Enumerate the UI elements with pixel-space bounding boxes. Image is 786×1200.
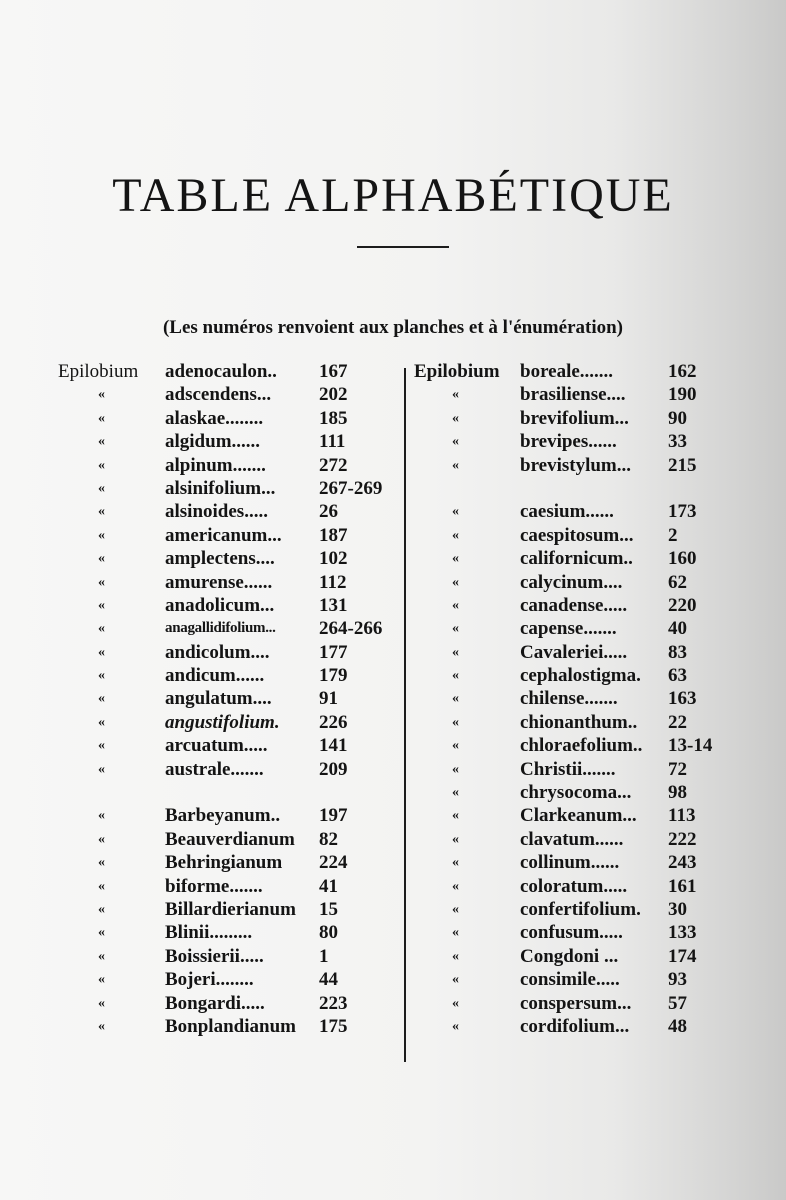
genus-label: Epilobium xyxy=(58,361,139,382)
index-entry xyxy=(406,407,786,430)
species-name: caesium...... xyxy=(520,501,614,523)
right-column xyxy=(406,360,786,1038)
ditto-mark: « xyxy=(452,831,459,847)
ditto-mark: « xyxy=(98,972,105,988)
plate-number: 264-266 xyxy=(319,618,383,640)
species-name: chrysocoma... xyxy=(520,782,632,804)
index-entry xyxy=(0,430,400,453)
species-name: consimile..... xyxy=(520,969,620,991)
species-name: coloratum..... xyxy=(520,875,628,897)
plate-number: 57 xyxy=(668,992,687,1014)
ditto-mark: « xyxy=(98,597,105,613)
plate-number: 62 xyxy=(668,571,687,593)
plate-number: 1 xyxy=(319,945,329,967)
species-name: Clarkeanum... xyxy=(520,805,637,827)
species-name: chionanthum.. xyxy=(520,711,638,733)
species-name: Boissierii..... xyxy=(165,945,264,967)
index-entry xyxy=(406,804,786,827)
species-name: Blinii......... xyxy=(165,922,253,944)
index-entry xyxy=(406,968,786,991)
species-name: algidum...... xyxy=(165,431,261,453)
index-entry xyxy=(0,594,400,617)
species-name: conspersum... xyxy=(520,992,632,1014)
plate-number: 160 xyxy=(668,548,697,570)
ditto-mark: « xyxy=(452,855,459,871)
species-name: clavatum...... xyxy=(520,828,624,850)
plate-number: 162 xyxy=(668,361,697,382)
index-entry xyxy=(406,921,786,944)
plate-number: 44 xyxy=(319,969,338,991)
species-name: arcuatum..... xyxy=(165,735,268,757)
index-entry xyxy=(406,617,786,640)
index-entry xyxy=(0,500,400,523)
index-entry xyxy=(0,758,400,781)
ditto-mark: « xyxy=(98,504,105,520)
index-entry xyxy=(406,758,786,781)
ditto-mark: « xyxy=(452,785,459,801)
species-name: alsinoides..... xyxy=(165,501,268,523)
species-name: amplectens.... xyxy=(165,548,275,570)
plate-number: 80 xyxy=(319,922,338,944)
blank-row xyxy=(0,781,400,804)
plate-number: 222 xyxy=(668,828,697,850)
index-entry xyxy=(406,734,786,757)
index-entry xyxy=(0,687,400,710)
species-name: australe....... xyxy=(165,758,264,780)
species-name: Beauverdianum xyxy=(165,828,295,850)
index-entry xyxy=(0,571,400,594)
species-name: californicum.. xyxy=(520,548,633,570)
ditto-mark: « xyxy=(452,948,459,964)
species-name: angustifolium. xyxy=(165,711,280,733)
ditto-mark: « xyxy=(452,551,459,567)
index-entry xyxy=(406,1015,786,1038)
species-name: Bonplandianum xyxy=(165,1015,296,1037)
index-entry xyxy=(406,383,786,406)
plate-number: 26 xyxy=(319,501,338,523)
plate-number: 133 xyxy=(668,922,697,944)
ditto-mark: « xyxy=(98,621,105,637)
ditto-mark: « xyxy=(452,714,459,730)
species-name: Billardierianum xyxy=(165,898,296,920)
species-name: capense....... xyxy=(520,618,617,640)
ditto-mark: « xyxy=(452,597,459,613)
plate-number: 2 xyxy=(668,524,678,546)
species-name: anagallidifolium... xyxy=(165,620,276,637)
index-entry xyxy=(0,383,400,406)
species-name: collinum...... xyxy=(520,852,620,874)
plate-number: 30 xyxy=(668,898,687,920)
plate-number: 223 xyxy=(319,992,348,1014)
index-entry xyxy=(0,547,400,570)
species-name: Congdoni ... xyxy=(520,945,619,967)
plate-number: 161 xyxy=(668,875,697,897)
index-entry xyxy=(406,547,786,570)
index-entry xyxy=(406,430,786,453)
plate-number: 112 xyxy=(319,571,347,593)
plate-number: 40 xyxy=(668,618,687,640)
species-name: boreale....... xyxy=(520,361,614,382)
ditto-mark: « xyxy=(452,668,459,684)
ditto-mark: « xyxy=(452,644,459,660)
plate-number: 185 xyxy=(319,407,348,429)
plate-number: 220 xyxy=(668,594,697,616)
plate-number: 93 xyxy=(668,969,687,991)
genus-label: Epilobium xyxy=(414,361,500,382)
index-entry xyxy=(406,641,786,664)
plate-number: 267-269 xyxy=(319,477,383,499)
plate-number: 163 xyxy=(668,688,697,710)
plate-number: 91 xyxy=(319,688,338,710)
index-entry xyxy=(406,571,786,594)
index-entry xyxy=(406,454,786,477)
ditto-mark: « xyxy=(452,621,459,637)
species-name: americanum... xyxy=(165,524,282,546)
plate-number: 190 xyxy=(668,384,697,406)
plate-number: 243 xyxy=(668,852,697,874)
species-name: andicum...... xyxy=(165,665,265,687)
plate-number: 175 xyxy=(319,1015,348,1037)
plate-number: 102 xyxy=(319,548,348,570)
species-name: biforme....... xyxy=(165,875,263,897)
plate-number: 177 xyxy=(319,641,348,663)
ditto-mark: « xyxy=(98,948,105,964)
ditto-mark: « xyxy=(452,995,459,1011)
species-name: Bongardi..... xyxy=(165,992,265,1014)
ditto-mark: « xyxy=(98,410,105,426)
plate-number: 22 xyxy=(668,711,687,733)
plate-number: 215 xyxy=(668,454,697,476)
ditto-mark: « xyxy=(98,527,105,543)
species-name: brevifolium... xyxy=(520,407,629,429)
species-name: caespitosum... xyxy=(520,524,634,546)
ditto-mark: « xyxy=(452,410,459,426)
ditto-mark: « xyxy=(452,527,459,543)
ditto-mark: « xyxy=(452,1018,459,1034)
blank-row xyxy=(406,477,786,500)
ditto-mark: « xyxy=(452,574,459,590)
plate-number: 272 xyxy=(319,454,348,476)
ditto-mark: « xyxy=(98,457,105,473)
index-entry xyxy=(406,360,786,383)
ditto-mark: « xyxy=(98,480,105,496)
ditto-mark: « xyxy=(98,644,105,660)
ditto-mark: « xyxy=(452,691,459,707)
plate-number: 179 xyxy=(319,665,348,687)
ditto-mark: « xyxy=(98,878,105,894)
index-entry xyxy=(0,641,400,664)
index-entry xyxy=(0,804,400,827)
ditto-mark: « xyxy=(98,808,105,824)
plate-number: 41 xyxy=(319,875,338,897)
left-column xyxy=(0,360,400,1038)
species-name: confusum..... xyxy=(520,922,623,944)
title-rule xyxy=(357,246,449,248)
index-entry xyxy=(0,828,400,851)
index-entry xyxy=(0,617,400,640)
plate-number: 72 xyxy=(668,758,687,780)
ditto-mark: « xyxy=(98,901,105,917)
species-name: cordifolium... xyxy=(520,1015,630,1037)
species-name: andicolum.... xyxy=(165,641,270,663)
index-entry xyxy=(0,875,400,898)
species-name: Cavaleriei..... xyxy=(520,641,628,663)
species-name: brevipes...... xyxy=(520,431,617,453)
ditto-mark: « xyxy=(98,995,105,1011)
plate-number: 48 xyxy=(668,1015,687,1037)
ditto-mark: « xyxy=(98,714,105,730)
plate-number: 33 xyxy=(668,431,687,453)
ditto-mark: « xyxy=(98,855,105,871)
index-entry xyxy=(0,968,400,991)
plate-number: 173 xyxy=(668,501,697,523)
index-entry xyxy=(0,992,400,1015)
index-entry xyxy=(406,664,786,687)
species-name: Behringianum xyxy=(165,852,283,874)
plate-number: 113 xyxy=(668,805,696,827)
index-entry xyxy=(0,945,400,968)
ditto-mark: « xyxy=(98,668,105,684)
species-name: anadolicum... xyxy=(165,594,275,616)
ditto-mark: « xyxy=(98,925,105,941)
species-name: alaskae........ xyxy=(165,407,264,429)
page-subtitle: (Les numéros renvoient aux planches et à l'énumération) xyxy=(162,317,624,338)
plate-number: 174 xyxy=(668,945,697,967)
ditto-mark: « xyxy=(452,878,459,894)
ditto-mark: « xyxy=(452,925,459,941)
ditto-mark: « xyxy=(452,434,459,450)
index-entry xyxy=(0,407,400,430)
species-name: calycinum.... xyxy=(520,571,623,593)
index-entry xyxy=(406,851,786,874)
species-name: alpinum....... xyxy=(165,454,266,476)
plate-number: 13-14 xyxy=(668,735,713,757)
species-name: angulatum.... xyxy=(165,688,272,710)
plate-number: 197 xyxy=(319,805,348,827)
index-entry xyxy=(406,945,786,968)
plate-number: 98 xyxy=(668,782,687,804)
index-entry xyxy=(406,828,786,851)
index-entry xyxy=(0,851,400,874)
ditto-mark: « xyxy=(452,457,459,473)
ditto-mark: « xyxy=(98,434,105,450)
index-entry xyxy=(0,898,400,921)
plate-number: 15 xyxy=(319,898,338,920)
plate-number: 141 xyxy=(319,735,348,757)
ditto-mark: « xyxy=(452,738,459,754)
index-entry xyxy=(406,992,786,1015)
plate-number: 82 xyxy=(319,828,338,850)
species-name: adscendens... xyxy=(165,384,272,406)
index-entry xyxy=(406,781,786,804)
ditto-mark: « xyxy=(452,504,459,520)
index-entry xyxy=(0,524,400,547)
plate-number: 111 xyxy=(319,431,346,453)
species-name: chloraefolium.. xyxy=(520,735,643,757)
ditto-mark: « xyxy=(98,738,105,754)
plate-number: 63 xyxy=(668,665,687,687)
species-name: cephalostigma. xyxy=(520,665,641,687)
ditto-mark: « xyxy=(98,831,105,847)
species-name: alsinifolium... xyxy=(165,477,276,499)
ditto-mark: « xyxy=(452,808,459,824)
index-entry xyxy=(406,594,786,617)
ditto-mark: « xyxy=(98,574,105,590)
ditto-mark: « xyxy=(98,387,105,403)
plate-number: 167 xyxy=(319,361,348,382)
plate-number: 209 xyxy=(319,758,348,780)
ditto-mark: « xyxy=(98,761,105,777)
ditto-mark: « xyxy=(452,387,459,403)
index-entry xyxy=(0,360,400,383)
index-entry xyxy=(0,664,400,687)
plate-number: 90 xyxy=(668,407,687,429)
index-entry xyxy=(406,524,786,547)
ditto-mark: « xyxy=(452,761,459,777)
index-entry xyxy=(406,500,786,523)
index-entry xyxy=(0,454,400,477)
index-entry xyxy=(406,711,786,734)
plate-number: 131 xyxy=(319,594,348,616)
species-name: brevistylum... xyxy=(520,454,632,476)
index-entry xyxy=(0,734,400,757)
species-name: adenocaulon.. xyxy=(165,361,277,382)
species-name: Christii....... xyxy=(520,758,616,780)
ditto-mark: « xyxy=(98,551,105,567)
index-entry xyxy=(0,711,400,734)
species-name: brasiliense.... xyxy=(520,384,626,406)
index-entry xyxy=(0,477,400,500)
index-entry xyxy=(406,875,786,898)
plate-number: 187 xyxy=(319,524,348,546)
ditto-mark: « xyxy=(98,1018,105,1034)
index-entry xyxy=(406,687,786,710)
species-name: chilense....... xyxy=(520,688,618,710)
species-name: confertifolium. xyxy=(520,898,641,920)
index-entry xyxy=(0,1015,400,1038)
ditto-mark: « xyxy=(452,972,459,988)
index-entry xyxy=(406,898,786,921)
ditto-mark: « xyxy=(98,691,105,707)
species-name: Bojeri........ xyxy=(165,969,254,991)
plate-number: 224 xyxy=(319,852,348,874)
plate-number: 202 xyxy=(319,384,348,406)
species-name: amurense...... xyxy=(165,571,273,593)
plate-number: 83 xyxy=(668,641,687,663)
species-name: canadense..... xyxy=(520,594,628,616)
page-title: TABLE ALPHABÉTIQUE xyxy=(112,169,674,222)
plate-number: 226 xyxy=(319,711,348,733)
species-name: Barbeyanum.. xyxy=(165,805,281,827)
ditto-mark: « xyxy=(452,901,459,917)
index-entry xyxy=(0,921,400,944)
